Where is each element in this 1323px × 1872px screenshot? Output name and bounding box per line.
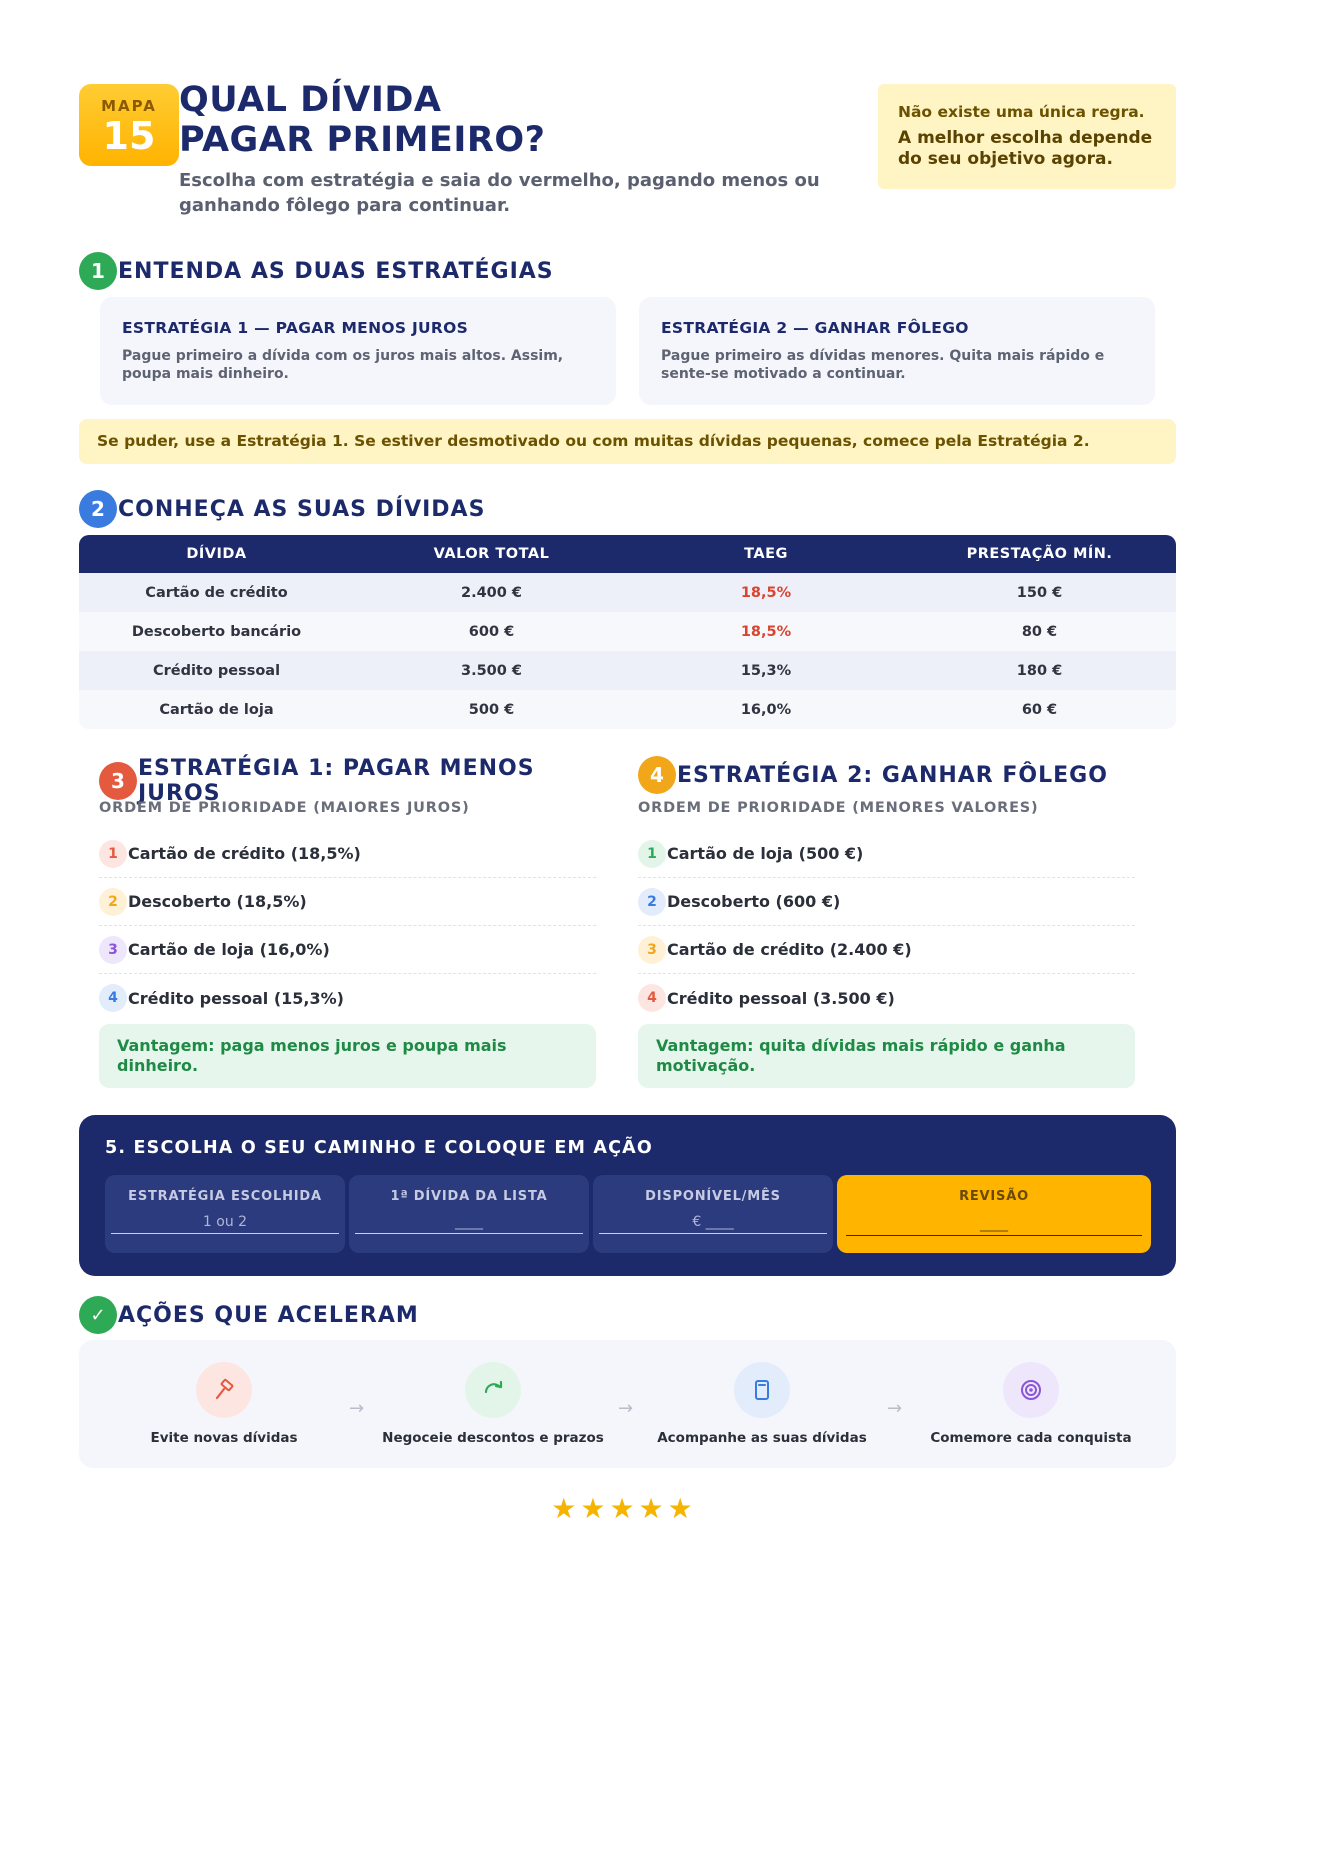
table-header-min-payment: PRESTAÇÃO MÍN. (966, 546, 1113, 562)
rank-badge: 2 (99, 888, 127, 916)
table-cell: 2.400 € (460, 584, 522, 601)
table-cell: 3.500 € (460, 662, 522, 679)
table-header-row (79, 535, 1176, 573)
table-cell: 18,5% (740, 584, 792, 601)
hammer-icon (196, 1362, 252, 1418)
list-item (638, 830, 1135, 878)
table-cell: 500 € (468, 701, 515, 718)
table-row (79, 573, 1176, 612)
section-3-subtitle: ORDEM DE PRIORIDADE (MAIORES JUROS) (99, 800, 470, 816)
header-note (878, 84, 1176, 189)
table-cell: 80 € (1021, 623, 1058, 640)
field-value[interactable]: ____ (355, 1214, 583, 1234)
arrow-right-icon: → (349, 1398, 365, 1419)
action-step-label: Evite novas dívidas (150, 1430, 298, 1446)
table-row (79, 651, 1176, 690)
section-4-heading (638, 756, 1108, 794)
section-4-number: 4 (638, 756, 676, 794)
monthly-available-field[interactable] (593, 1175, 833, 1253)
arrow-right-icon: → (618, 1398, 634, 1419)
list-item (99, 878, 596, 926)
priority-list (638, 830, 1135, 1022)
list-item (638, 878, 1135, 926)
list-item-text: Descoberto (600 €) (667, 892, 841, 911)
action-step (627, 1362, 897, 1446)
action-step (896, 1362, 1166, 1446)
action-step (358, 1362, 628, 1446)
field-label: DISPONÍVEL/MÊS (645, 1189, 781, 1204)
section-2-number: 2 (79, 490, 117, 528)
badge-number: 15 (102, 114, 156, 158)
section-1-title: ENTENDA AS DUAS ESTRATÉGIAS (118, 258, 554, 284)
strategy-2-advantage: Vantagem: quita dívidas mais rápido e ganha motivação. (638, 1024, 1135, 1088)
rank-badge: 4 (99, 984, 127, 1012)
action-step-label: Comemore cada conquista (930, 1430, 1132, 1446)
strategy-2-card-desc: Pague primeiro as dívidas menores. Quita mais rápido e sente-se motivado a continuar. (661, 348, 1105, 382)
table-cell: Crédito pessoal (152, 662, 281, 679)
table-cell: 150 € (1016, 584, 1063, 601)
section-6-title: AÇÕES QUE ACELERAM (118, 1302, 419, 1328)
table-cell: 60 € (1021, 701, 1058, 718)
target-icon (1003, 1362, 1059, 1418)
table-cell: 15,3% (740, 662, 792, 679)
refresh-icon (465, 1362, 521, 1418)
field-value[interactable]: ____ (846, 1216, 1142, 1236)
check-icon: ✓ (79, 1296, 117, 1334)
table-cell: 18,5% (740, 623, 792, 640)
table-header-debt: DÍVIDA (186, 546, 247, 562)
strategy-1-advantage: Vantagem: paga menos juros e poupa mais dinheiro. (99, 1024, 596, 1088)
note-line-2: A melhor escolha depende do seu objetivo agora. (898, 128, 1153, 169)
rank-badge: 1 (99, 840, 127, 868)
field-label: 1ª DÍVIDA DA LISTA (390, 1189, 548, 1204)
strategy-2-card (639, 297, 1155, 405)
table-header-total: VALOR TOTAL (433, 546, 550, 562)
section-2-title: CONHEÇA AS SUAS DÍVIDAS (118, 496, 486, 522)
table-row (79, 690, 1176, 729)
rank-badge: 4 (638, 984, 666, 1012)
action-panel-title: 5. ESCOLHA O SEU CAMINHO E COLOQUE EM AÇÃO (105, 1138, 654, 1158)
strategy-tip: Se puder, use a Estratégia 1. Se estiver desmotivado ou com muitas dívidas pequenas, comece pela Estratégia 2. (79, 419, 1176, 464)
chosen-strategy-field[interactable] (105, 1175, 345, 1253)
map-badge (79, 84, 179, 166)
list-item-text: Descoberto (18,5%) (128, 892, 307, 911)
title-line-1: QUAL DÍVIDA (179, 80, 442, 120)
badge-label: MAPA (101, 97, 157, 115)
table-row (79, 612, 1176, 651)
section-3-number: 3 (99, 762, 137, 800)
section-2-heading (79, 490, 485, 528)
title-line-2: PAGAR PRIMEIRO? (179, 120, 546, 160)
section-4-title: ESTRATÉGIA 2: GANHAR FÔLEGO (677, 762, 1108, 788)
field-value[interactable]: € ____ (599, 1214, 827, 1234)
list-item (99, 974, 596, 1022)
action-step-label: Acompanhe as suas dívidas (657, 1430, 867, 1446)
table-cell: 600 € (468, 623, 515, 640)
list-item (638, 974, 1135, 1022)
page-title (179, 80, 545, 160)
action-step-label: Negoceie descontos e prazos (382, 1430, 604, 1446)
table-cell: 180 € (1016, 662, 1063, 679)
field-label: REVISÃO (959, 1189, 1029, 1204)
debts-table (79, 535, 1176, 729)
list-item-text: Cartão de loja (500 €) (667, 844, 864, 863)
rank-badge: 2 (638, 888, 666, 916)
first-debt-field[interactable] (349, 1175, 589, 1253)
list-item-text: Crédito pessoal (3.500 €) (667, 988, 895, 1008)
table-cell: Cartão de crédito (145, 584, 288, 601)
tablet-icon (734, 1362, 790, 1418)
section-1-heading (79, 252, 554, 290)
list-item-text: Cartão de crédito (18,5%) (128, 844, 361, 863)
review-field[interactable] (837, 1175, 1151, 1253)
section-3-title: ESTRATÉGIA 1: PAGAR MENOS JUROS (138, 756, 535, 806)
action-step (89, 1362, 359, 1446)
list-item (99, 830, 596, 878)
rank-badge: 3 (99, 936, 127, 964)
list-item-text: Crédito pessoal (15,3%) (128, 988, 344, 1008)
section-6-heading (79, 1296, 419, 1334)
page-subtitle: Escolha com estratégia e saia do vermelho, pagando menos ou ganhando fôlego para continuar. (179, 170, 820, 216)
section-4-subtitle: ORDEM DE PRIORIDADE (MENORES VALORES) (638, 800, 1039, 816)
table-cell: Cartão de loja (159, 701, 274, 718)
table-cell: Descoberto bancário (131, 623, 302, 640)
list-item (638, 926, 1135, 974)
rank-badge: 1 (638, 840, 666, 868)
strategy-1-card-desc: Pague primeiro a dívida com os juros mais altos. Assim, poupa mais dinheiro. (122, 348, 564, 382)
field-label: ESTRATÉGIA ESCOLHIDA (128, 1189, 322, 1204)
action-panel (79, 1115, 1176, 1276)
list-item-text: Cartão de loja (16,0%) (128, 940, 330, 959)
section-1-number: 1 (79, 252, 117, 290)
strategy-1-card-title: ESTRATÉGIA 1 — PAGAR MENOS JUROS (122, 319, 469, 337)
arrow-right-icon: → (887, 1398, 903, 1419)
field-value[interactable]: 1 ou 2 (111, 1214, 339, 1234)
strategy-1-card (100, 297, 616, 405)
strategy-2-card-title: ESTRATÉGIA 2 — GANHAR FÔLEGO (661, 319, 969, 337)
table-cell: 16,0% (740, 701, 792, 718)
note-line-1: Não existe uma única regra. (898, 103, 1145, 121)
list-item-text: Cartão de crédito (2.400 €) (667, 940, 912, 959)
list-item (99, 926, 596, 974)
section-3-heading (99, 756, 596, 806)
accelerate-actions (79, 1340, 1176, 1468)
priority-list (99, 830, 596, 1022)
rating-stars: ★★★★★ (551, 1492, 697, 1525)
rank-badge: 3 (638, 936, 666, 964)
table-header-taeg: TAEG (744, 546, 788, 562)
